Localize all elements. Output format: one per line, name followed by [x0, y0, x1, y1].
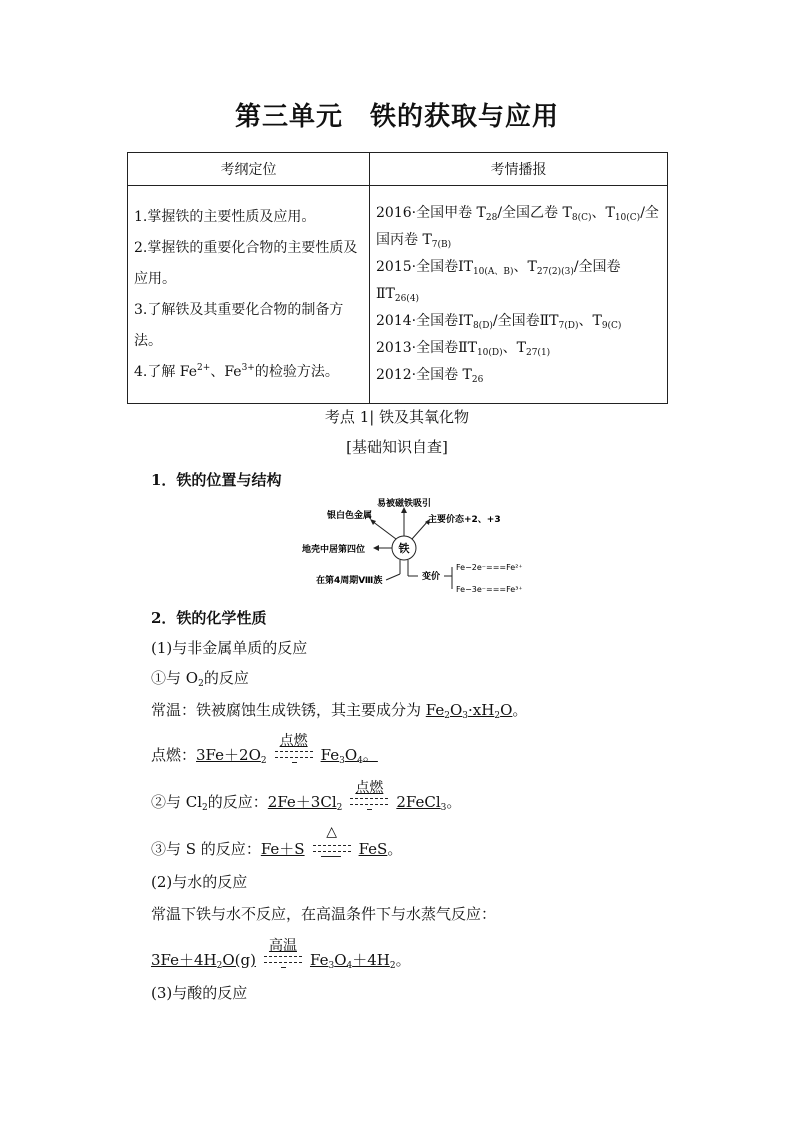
s-reaction-equation: ③与 S 的反应：Fe＋S △ FeS。 — [151, 832, 402, 862]
outline-item: 4.了解 $Fe^{2+}$、$Fe^{3+}$的检验方法。 — [134, 362, 339, 380]
condition-heat: △ — [309, 832, 355, 862]
crust-abundance-text: 地壳中居第四位 — [302, 545, 366, 555]
subheading: [基础知识自查] — [346, 438, 448, 456]
report-line: 2013·全国卷$ⅡT_{10(D)}$、$T_{27(1)}$ — [376, 340, 551, 358]
magnet-text: 易被磁铁吸引 — [376, 499, 432, 509]
silver-metal-text: 银白色金属 — [326, 511, 372, 521]
iron-label: 铁 — [398, 542, 410, 555]
item-chemical-properties: 2．铁的化学性质 — [151, 609, 267, 627]
period-group-text: 在第4周期Ⅷ族 — [316, 576, 383, 586]
valence-text: 主要价态+2、+3 — [428, 515, 501, 525]
fe2-equation: Fe−2e⁻===Fe²⁺ — [456, 563, 523, 572]
condition-ignite: 点燃 — [346, 785, 392, 815]
report-line: $ⅡT_{26(4)}$ — [376, 286, 420, 304]
water-reaction-text: 常温下铁与水不反应，在高温条件下与水蒸气反应： — [151, 905, 497, 923]
cl2-reaction-equation: ②与 $Cl_2$的反应：$2Fe+3Cl_2$ 点燃 2FeCl$_3$。 — [151, 780, 462, 813]
nonmetal-reaction-heading: (1)与非金属单质的反应 — [151, 639, 308, 657]
condition-ignite: 点燃 — [271, 738, 317, 768]
outline-cell — [128, 186, 370, 404]
header-exam-report: 考情播报 — [370, 153, 668, 186]
header-exam-outline: 考纲定位 — [128, 153, 370, 186]
steam-reaction-equation: $3Fe+4H_2O(g)$ 高温 $Fe_3O_4+4H_2$。 — [151, 938, 411, 971]
water-reaction-heading: (2)与水的反应 — [151, 873, 248, 891]
iron-concept-diagram — [300, 496, 530, 602]
acid-reaction-heading: (3)与酸的反应 — [151, 984, 248, 1002]
report-line: 2015·全国卷$ⅠT_{10(A、B)}$、$T_{27(2)(3)}/$全国卷 — [376, 259, 621, 277]
outline-item: 1.掌握铁的主要性质及应用。 — [134, 208, 316, 225]
report-line: 2014·全国卷$ⅠT_{8(D)}/$全国卷$ⅡT_{7(D)}$、$T_{9(C)}$ — [376, 313, 622, 331]
fe3-equation: Fe−3e⁻===Fe³⁺ — [456, 585, 523, 594]
o2-reaction-heading: ①与 $O_2$的反应 — [151, 669, 249, 689]
report-line: 2012·全国卷 $T_{26}$ — [376, 367, 484, 385]
item-position-structure: 1．铁的位置与结构 — [151, 471, 282, 489]
outline-item: 3.了解铁及其重要化合物的制备方法。 — [134, 301, 344, 349]
report-cell — [370, 186, 668, 404]
overview-table — [127, 152, 668, 404]
condition-high-temp: 高温 — [260, 943, 306, 973]
report-line: 2016·全国甲卷 $T_{28}/$全国乙卷 $T_{8(C)}$、$T_{10(C)}/$全 — [376, 205, 659, 223]
page-title: 第三单元 铁的获取与应用 — [234, 102, 559, 132]
outline-item: 2.掌握铁的重要化合物的主要性质及应用。 — [134, 239, 358, 287]
rust-line: 常温：铁被腐蚀生成铁锈，其主要成分为 $Fe_2O_3\cdot xH_2O$。 — [151, 701, 528, 721]
section-heading: 考点 1| 铁及其氧化物 — [324, 408, 470, 426]
report-line: 国丙卷 $T_{7(B)}$ — [376, 232, 452, 250]
variable-valence-text: 变价 — [422, 572, 441, 582]
o2-combustion-equation: 点燃：$3Fe+2O_2$ 点燃 $Fe_3O_4$。 — [151, 733, 378, 766]
